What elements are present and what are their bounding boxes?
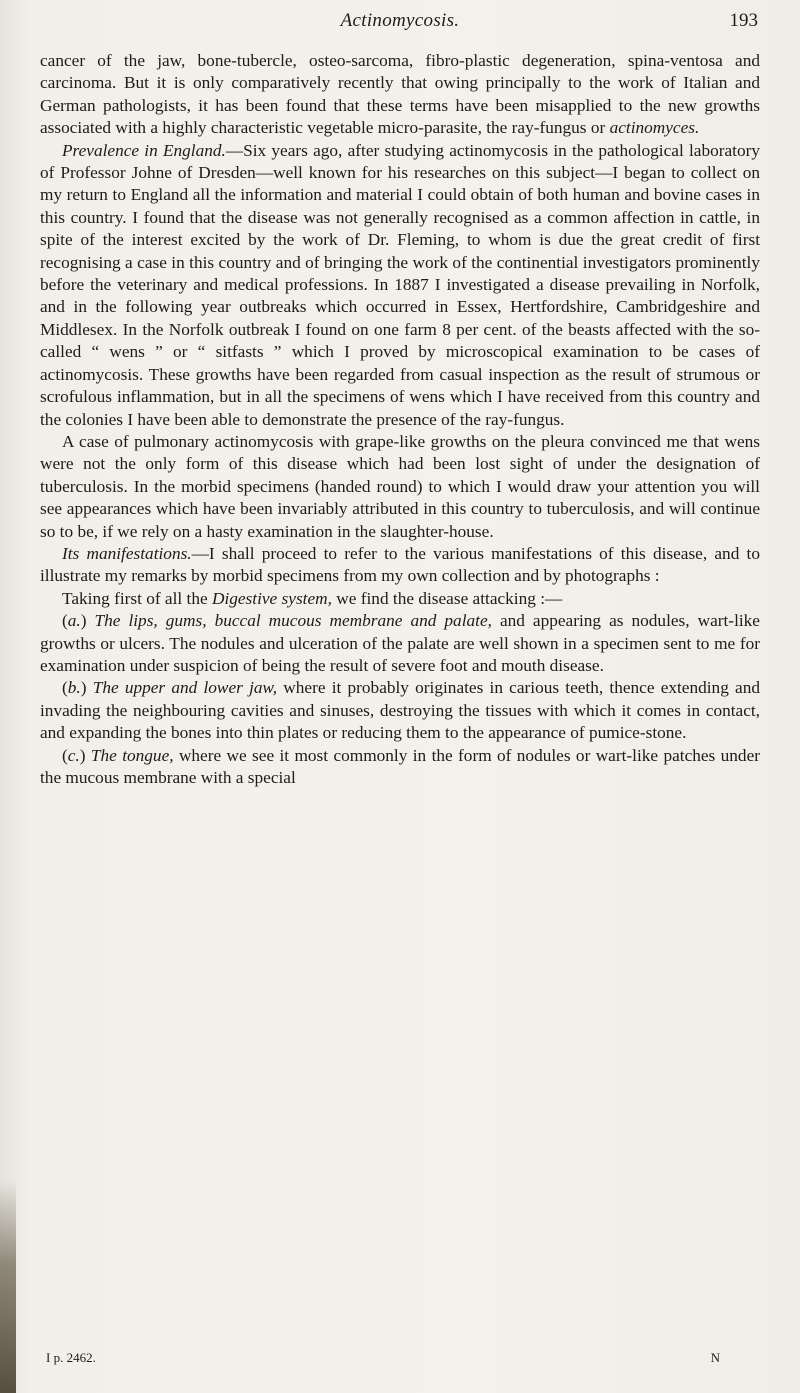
text-run: where it probably originates in carious teeth, thence extending and invading the neighbouring cavities and sinuses, destroying the tissues with which it comes in contact, and expanding the bones into thin plates or reducing them to the appearance of pumice-stone. xyxy=(40,678,761,743)
text-run: A case of pulmonary actinomycosis with grape-like growths on the pleura convinced me that wens were not the only form of this disease which had been lost sight of under the designation of tuberculosis. In the morbid specimens (handed round) to which I would draw your attention you will see appearances which have been invariably attributed in this country to tuberculosis, and will continue so to be, if we rely on a hasty examination in the slaughter-house. xyxy=(40,431,760,541)
text-run: —I shall proceed to refer to the various manifestations of this disease, and to illustrate my remarks by morbid specimens from my own collection and by photographs : xyxy=(40,543,760,586)
paragraph xyxy=(40,610,760,677)
text-run: ( xyxy=(62,745,68,765)
text-run: we find the disease attacking :— xyxy=(331,588,563,608)
text-run: —Six years ago, after studying actinomycosis in the pathological laboratory of Professor Johne of Dresden—well known for his researches on this subject—I began to collect on my return to England all the information and material I could obtain of both human and bovine cases in this country. I found that the disease was not generally recognised as a common affection in cattle, in spite of the interest excited by the work of Dr. Fleming, to whom is due the great credit of first recognising a case in this country and of bringing the work of the continential investigators prominently before the veterinary and medical professions. In 1887 I investigated a disease prevailing in Norfolk, and in the following year outbreaks which occurred in Essex, Hertfordshire, Cambridgeshire and Middlesex. In the Norfolk outbreak I found on one farm 8 per cent. of the beasts affected with the so-called “ wens ” or “ sitfasts ” which I proved by microscopical examination to be cases of actinomycosis. These growths have been regarded from casual inspection as the result of strumous or scrofulous inflammation, but in all the specimens of wens which I have received from this country and the colonies I have been able to demonstrate the presence of the ray-fungus. xyxy=(40,140,760,429)
page-header xyxy=(0,10,800,40)
paragraph xyxy=(40,677,760,744)
page-footer xyxy=(40,1350,760,1372)
paragraph xyxy=(40,50,760,140)
text-run: cancer of the jaw, bone-tubercle, osteo-sarcoma, fibro-plastic degeneration, spina-ventosa and carcinoma. But it is only comparatively recently that owing principally to the work of Italian and German pathologists, it has been found that these terms have been misapplied to the new growths associated with a highly characteristic vegetable micro-parasite, the ray-fungus or xyxy=(40,51,760,138)
signature-mark-right: N xyxy=(710,1350,720,1365)
body-text xyxy=(40,50,760,789)
text-run: ( xyxy=(62,611,68,631)
running-title: Actinomycosis. xyxy=(340,10,460,31)
text-run: ( xyxy=(62,678,68,698)
text-run: ) xyxy=(79,745,91,765)
paragraph xyxy=(40,745,760,790)
italic-text: The lips, gums, buccal mucous membrane and palate, xyxy=(94,611,492,631)
text-run: Taking first of all the xyxy=(62,588,212,608)
paragraph xyxy=(40,588,760,610)
text-run: and appearing as nodules, wart-like growths or ulcers. The nodules and ulceration of the palate are well shown in a specimen sent to me for examination under suspicion of being the result of severe foot and mouth disease. xyxy=(40,611,760,675)
italic-text: Digestive system, xyxy=(211,588,332,608)
italic-text: Its manifestations. xyxy=(62,543,192,563)
italic-text: actinomyces. xyxy=(609,118,700,138)
italic-text: The upper and lower jaw, xyxy=(92,678,278,698)
italic-text: a. xyxy=(67,611,81,631)
text-run: ) xyxy=(80,611,95,631)
page-number: 193 xyxy=(729,10,758,31)
signature-mark-left: I p. 2462. xyxy=(46,1350,96,1365)
paragraph xyxy=(40,431,760,543)
binding-shadow xyxy=(0,1180,16,1393)
paragraph xyxy=(40,543,760,588)
italic-text: b. xyxy=(67,678,81,698)
italic-text: c. xyxy=(67,745,80,765)
italic-text: Prevalence in England. xyxy=(62,140,226,160)
text-run: ) xyxy=(80,678,93,698)
paragraph xyxy=(40,140,760,431)
italic-text: The tongue, xyxy=(90,745,174,765)
text-run: where we see it most commonly in the form of nodules or wart-like patches under the mucous membrane with a special xyxy=(40,745,760,787)
